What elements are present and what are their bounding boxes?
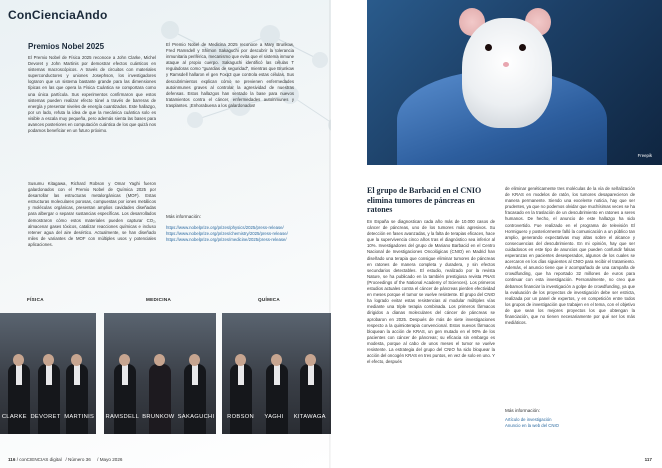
- cnio-announcement-link[interactable]: Anuncio en la web del CNIO: [505, 423, 559, 429]
- physics-laureates-photo: [0, 313, 96, 434]
- laureate-name: MARTINIS: [64, 414, 95, 420]
- left-footer: [8, 457, 122, 462]
- cnio-paragraph-1: En España se diagnostican cada año más de 10.000 casos de cáncer de páncreas, uno de los tumores más agresivos. Su detección en fases avanzadas, y la falta de terapias eficaces, hace que la supervivencia cinco años tras el diagnóstico sea inferior al 10%. Investigadores del grupo de Mariano Barbacid en el Centro Nacional de Investigaciones Oncológicas (CNIO) en Madrid han diseñado una terapia que consigue eliminar tumores de páncreas en ratones de manera completa y duradera, y sin efectos secundarios detectables. El estudio, realizado por la revista Nature, se ha publicado en la también prestigiosa revista PNAS (Proceedings of the National Academy of Sciences). Los primeros estudios actuales contra el cáncer de páncreas pierden efectividad en meses porque el tumor se vuelve resistente. El grupo del CNIO ha logrado evitar estas resistencias al modular múltiples vías mediante una triple terapia combinada. Los primeros fármacos dirigidos a dianas moleculares del cáncer de páncreas se aprobaron en 2025. Después de más de siete investigaciones respecto a la quimioterapia convencional. Estos nuevos fármacos bloquean la acción de KRAS, un gen mutado en el 90% de los pacientes con cáncer de páncreas; su eficacia sin embargo es modesta, porque al cabo de unos meses el tumor se vuelve resistente. La estrategia del grupo del CNIO ha sido bloquear la acción del oncogén KRAS en tres puntos, en vez de solo en uno. Y el efecto, después: [367, 219, 495, 365]
- chemistry-laureates-photo: [222, 313, 331, 434]
- chemistry-link[interactable]: https://www.nobelprize.org/prizes/chemistry/2025/press-release/: [166, 231, 288, 236]
- photo-credit: Freepik: [637, 153, 652, 158]
- nobel-heading: Premios Nobel 2025: [28, 42, 105, 51]
- info-label: Más información:: [166, 214, 201, 219]
- lab-mouse-photo: [367, 0, 662, 165]
- category-physics: FÍSICA: [27, 297, 44, 302]
- page-number: 117: [644, 457, 652, 462]
- info-label: Más información:: [505, 408, 540, 413]
- magazine-name: / conCIENCIAS digital: [16, 457, 62, 462]
- research-article-link[interactable]: Artículo de investigación: [505, 417, 552, 422]
- physics-paragraph: El Premio Nobel de Física 2025 reconoce a John Clarke, Michel Devoret y John Martinis por demostrar efectos cuánticos en sistemas macroscópicos. A través de circuitos con materiales superconductores y uniones Josephson, los investigadores lograron que un sistema bastante grande para las dimensiones típicas en las que opera la Física Cuántica se comportara como una única partícula. Sus experimentos confirmaron que estos sistemas pueden realizar efecto túnel a través de barreras de energía y presentar niveles de energía cuantizados. Este hallazgo, por un lado, refuta la idea de que la mecánica cuántica solo es visible a escala muy pequeña, pero además sienta las bases para avances posteriores en computación cuántica de los que quizá nos podamos beneficiar en un futuro próximo.: [28, 55, 156, 134]
- nobel-info-block: [166, 214, 306, 243]
- laureate-name: KITAWAGA: [293, 414, 326, 420]
- right-page: [331, 0, 662, 468]
- laureate-name: ROBSON: [227, 414, 255, 420]
- issue-date: / Mayo 2026: [97, 457, 123, 462]
- laureate-name: BRUNKOW: [142, 414, 175, 420]
- cnio-info-block: [505, 408, 635, 429]
- category-chemistry: QUÍMICA: [258, 297, 281, 302]
- issue-number: / Número 36: [65, 457, 91, 462]
- cnio-paragraph-2: de eliminar genéticamente tres moléculas de la vía de señalización de KRAS en modelos de ratón, los tumores desaparecieron de manera permanente. Siendo una excelente noticia, hay que ser prudentes, ya que no podemos olvidar que muchísimas veces se ha fracasado en la traslación de un descubrimiento en ratones a seres humanos. De hecho, el anuncio de este hallazgo ha sido controvertido. Fue realizado en el programa de televisión El Hormiguero y posteriormente falló la comunicación a un público tan amplio, generando expectativas muy altas sobre el alcance y consecuencias del descubrimiento. En mi opinión, hay que ser cuidadosos en este tipo de anuncios que pueden confundir falsas esperanzas en pacientes desesperados, algunos de los cuales se acercaron en los días siguientes al CNIO para recibir el tratamiento. Además, el anuncio tiene que ir acompañado de una campaña de crowdfunding, que ha reportado 32 millones de euros para continuar con esta investigación. Personalmente, no creo que debamos financiar la investigación a golpe de crowdfunding, ya que la evaluación de los proyectos de investigación debe ser estricta, realizada por un panel de expertos, y en competición entre todos los grupos de investigación que trabajen en el tema, con el objetivo de que sean los mejores proyectos los que obtengan la financiación, que no tienen necesariamente por qué ser los más mediáticos.: [505, 186, 635, 326]
- laureate-name: DEVORET: [30, 414, 61, 420]
- laureate-name: RAMSDELL: [105, 414, 140, 420]
- category-medicine: MEDICINA: [146, 297, 172, 302]
- laureate-name: YAGHI: [264, 414, 284, 420]
- chemistry-paragraph: Susumu Kitagawa, Richard Robson y Omar Yaghi fueron galardonados con el Premio Nobel de Química 2025 por desarrollar las estructuras metalorgánicas (MOF). Estas estructuras moleculares porosas, compuestas por iones metálicos y moléculas orgánicas, presentan amplios cavidades diseñadas para albergar o separar sustancias específicas. Los desarrollados demostraron cómo estos materiales pueden capturar CO₂, almacenar gases tóxicos, catalizar reacciones químicas e incluso retener agua del aire desértico. Actualmente, se han diseñado miles de variantes de MOF con múltiples usos y potenciales aplicaciones.: [28, 181, 156, 247]
- medicine-paragraph: El Premio Nobel de Medicina 2025 reconoce a Mary Brunkow, Fred Ramsdell y Shimon Sakaguchi por descubrir la tolerancia inmunitaria periférica, mecanismo que evita que el sistema inmune ataque al propio cuerpo. Sakaguchi identificó las células T reguladoras como "guardias de seguridad", mientras que Brunkow y Ramsdell hallaron el gen Foxp3 que controla estas células. Sus descubrimientos explican cómo se previenen enfermedades autoinmunes graves al controlar la agresividad de nuestras defensas. Estos hallazgos han sentado la base para nuevos tratamientos contra el cáncer, enfermedades autoinmunes y trasplantes. ¡Enhorabuena a los galardonados!: [166, 42, 294, 108]
- right-footer: [645, 457, 652, 462]
- medicine-link[interactable]: https://www.nobelprize.org/prizes/medicine/2025/press-release/: [166, 237, 287, 242]
- page-number: 116: [8, 457, 16, 462]
- cnio-heading: El grupo de Barbacid en el CNIO elimina tumores de páncreas en ratones: [367, 186, 482, 214]
- magazine-brand: ConCienciaAndo: [8, 8, 108, 22]
- laureate-name: SAKAGUCHI: [177, 414, 215, 420]
- physics-link[interactable]: https://www.nobelprize.org/prizes/physics/2025/press-release/: [166, 225, 284, 230]
- medicine-laureates-photo: [104, 313, 216, 434]
- laureate-name: CLARKE: [1, 414, 27, 420]
